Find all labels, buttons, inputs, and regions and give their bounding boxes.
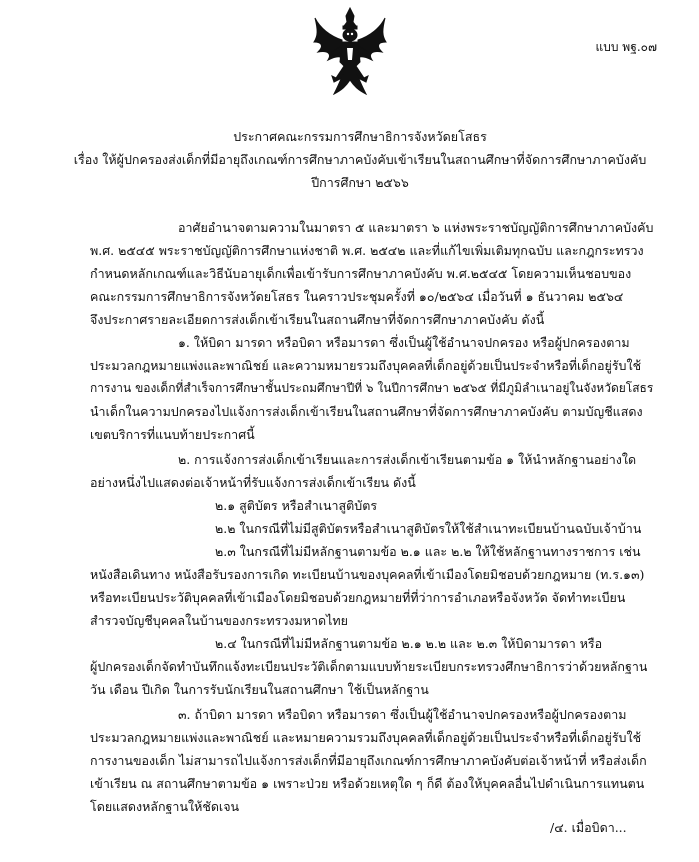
item-2-1: ๒.๑ สูติบัตร หรือสำเนาสูติบัตร (215, 498, 378, 513)
item-2-4: ๒.๔ ในกรณีที่ไม่มีหลักฐานตามข้อ ๒.๑ ๒.๒ และ ๒.๓ ให้บิดามารดา หรือ (215, 636, 603, 651)
body-line: ประมวลกฎหมายแพ่งและพาณิชย์ และหมายความรวมถึงบุคคลที่เด็กอยู่ด้วยเป็นประจำหรือที่เด็กอยู่รับใช้ (90, 730, 642, 745)
body-line: ผู้ปกครองเด็กจัดทำบันทึกแจ้งทะเบียนประวัติเด็กตามแบบท้ายระเบียบกระทรวงศึกษาธิการว่าด้วยหลักฐาน (90, 659, 648, 674)
section-3: ๓. ถ้าบิดา มารดา หรือบิดา หรือมารดา ซึ่งเป็นผู้ใช้อำนาจปกครองหรือผู้ปกครองตาม (178, 707, 627, 722)
body-line: วัน เดือน ปีเกิด ในการรับนักเรียนในสถานศึกษา ใช้เป็นหลักฐาน (90, 682, 429, 697)
body-line: อาศัยอำนาจตามความในมาตรา ๕ และมาตรา ๖ แห่งพระราชบัญญัติการศึกษาภาคบังคับ (178, 220, 654, 235)
continuation-note: /๔. เมื่อบิดา... (550, 820, 627, 835)
body-line: การงานของเด็ก ไม่สามารถไปแจ้งการส่งเด็กที่มีอายุถึงเกณฑ์การศึกษาภาคบังคับต่อเจ้าหน้าที่ หรือส่งเด็ก (90, 753, 647, 768)
section-1: ๑. ให้บิดา มารดา หรือบิดา หรือมารดา ซึ่งเป็นผู้ใช้อำนาจปกครอง หรือผู้ปกครองตาม (178, 335, 630, 350)
body-line: กำหนดหลักเกณฑ์และวิธีนับอายุเด็กเพื่อเข้ารับการศึกษาภาคบังคับ พ.ศ.๒๕๔๕ โดยความเห็นชอบของ (90, 266, 632, 281)
garuda-emblem-icon (312, 6, 388, 98)
academic-year: ปีการศึกษา ๒๕๖๖ (311, 175, 409, 190)
body-line: การงาน ของเด็กที่สำเร็จการศึกษาชั้นประถมศึกษาปีที่ ๖ ในปีการศึกษา ๒๕๖๕ ที่มีภูมิลำเนาอยู่ในจังหวัดยโสธร (90, 381, 654, 395)
body-line: นำเด็กในความปกครองไปแจ้งการส่งเด็กเข้าเรียนในสถานศึกษาที่จัดการศึกษาภาคบังคับ ตามบัญชีแสดง (90, 404, 643, 419)
body-line: หนังสือเดินทาง หนังสือรับรองการเกิด ทะเบียนบ้านของบุคคลที่เข้าเมืองโดยมิชอบด้วยกฎหมาย (ท.ร.๑๓) (90, 567, 645, 582)
section-2: ๒. การแจ้งการส่งเด็กเข้าเรียนและการส่งเด็กเข้าเรียนตามข้อ ๑ ให้นำหลักฐานอย่างใด (178, 452, 637, 467)
announcement-subject: เรื่อง ให้ผู้ปกครองส่งเด็กที่มีอายุถึงเกณฑ์การศึกษาภาคบังคับเข้าเรียนในสถานศึกษาที่จัดการศึกษาภาคบังคับ (73, 152, 647, 167)
announcement-title: ประกาศคณะกรรมการศึกษาธิการจังหวัดยโสธร (233, 129, 487, 144)
body-line: โดยแสดงหลักฐานให้ชัดเจน (90, 799, 240, 814)
item-2-2: ๒.๒ ในกรณีที่ไม่มีสูติบัตรหรือสำเนาสูติบัตรให้ใช้สำเนาทะเบียนบ้านฉบับเจ้าบ้าน (215, 521, 642, 536)
body-line: สำรวจบัญชีบุคคลในบ้านของกระทรวงมหาดไทย (90, 613, 348, 628)
form-code: แบบ พฐ.๐๗ (595, 40, 657, 54)
body-line: พ.ศ. ๒๕๔๕ พระราชบัญญัติการศึกษาแห่งชาติ พ.ศ. ๒๕๔๒ และที่แก้ไขเพิ่มเติมทุกฉบับ และกฎกระทรวง (90, 243, 644, 258)
body-line: หรือทะเบียนประวัติบุคคลที่เข้าเมืองโดยมิชอบด้วยกฎหมายที่ที่ว่าการอำเภอหรือจังหวัด จัดทำทะเบียน (90, 590, 626, 605)
body-line: อย่างหนึ่งไปแสดงต่อเจ้าหน้าที่รับแจ้งการส่งเด็กเข้าเรียน ดังนี้ (90, 475, 416, 490)
body-line: จึงประกาศรายละเอียดการส่งเด็กเข้าเรียนในสถานศึกษาที่จัดการศึกษาภาคบังคับ ดังนี้ (90, 312, 545, 327)
body-line: ประมวลกฎหมายแพ่งและพาณิชย์ และความหมายรวมถึงบุคคลที่เด็กอยู่ด้วยเป็นประจำหรือที่เด็กอยู่รับใช้ (90, 358, 642, 373)
item-2-3: ๒.๓ ในกรณีที่ไม่มีหลักฐานตามข้อ ๒.๑ และ ๒.๒ ให้ใช้หลักฐานทางราชการ เช่น (215, 544, 641, 559)
body-line: เข้าเรียน ณ สถานศึกษาตามข้อ ๑ เพราะป่วย หรือด้วยเหตุใด ๆ ก็ดี ต้องให้บุคคลอื่นไปดำเนินการแทนตน (90, 776, 645, 791)
body-line: เขตบริการที่แนบท้ายประกาศนี้ (90, 427, 255, 442)
body-line: คณะกรรมการศึกษาธิการจังหวัดยโสธร ในคราวประชุมครั้งที่ ๑๐/๒๕๖๔ เมื่อวันที่ ๑ ธันวาคม ๒๕๖๔ (90, 289, 624, 304)
